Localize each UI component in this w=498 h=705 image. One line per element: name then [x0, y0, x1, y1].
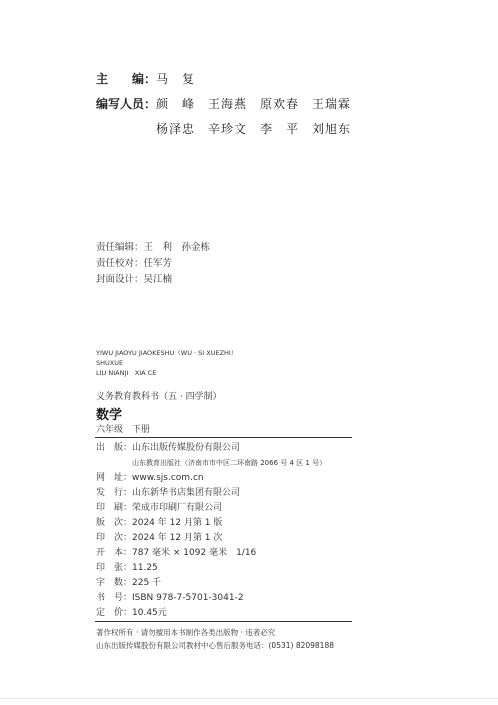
chief-editor-name: 马 复	[156, 72, 196, 86]
proofreader: 责任校对：任军芳	[96, 258, 173, 269]
writers-line-1: 颜 峰 王海燕 原欢春 王瑞霖	[156, 97, 352, 111]
divider-bottom	[95, 621, 352, 622]
info-row: 定 价： 10.45元	[96, 608, 167, 618]
info-row: 字 数： 225 千	[96, 578, 162, 588]
info-row: 印 刷： 荣成市印刷厂有限公司	[96, 503, 223, 513]
chief-editor-label: 主 编：	[96, 72, 157, 86]
pinyin-line: SHUXUE	[96, 359, 124, 367]
pinyin-title-block	[96, 348, 237, 378]
series-title: 义务教育教科书（五 · 四学制）	[96, 392, 222, 402]
subject-title: 数学	[96, 408, 123, 423]
info-row: 山东教育出版社（济南市市中区二环南路 2066 号 4 区 1 号）	[132, 459, 327, 467]
writers-row	[96, 95, 351, 112]
pinyin-line: YIWU JIAOYU JIAOKESHU（WU · SI XUEZHI）	[96, 349, 238, 357]
writers-label: 编写人员：	[96, 97, 157, 111]
info-row: 出 版： 山东出版传媒股份有限公司	[96, 443, 241, 453]
page-edge	[0, 698, 498, 699]
grade-volume: 六年级 下册	[96, 425, 151, 435]
copyright-notice	[96, 626, 334, 652]
info-row: 开 本： 787 毫米 × 1092 毫米 1/16	[96, 548, 257, 558]
chief-editor-row	[96, 70, 195, 87]
info-row: 印 张： 11.25	[96, 563, 158, 573]
info-row: 书 号： ISBN 978-7-5701-3041-2	[96, 593, 244, 603]
info-row: 印 次： 2024 年 12 月第 1 次	[96, 533, 223, 543]
website-link[interactable]: www.sjs.com.cn	[132, 473, 204, 483]
info-row: 版 次： 2024 年 12 月第 1 版	[96, 518, 223, 528]
publication-info	[96, 441, 354, 621]
info-row: 网 址： www.sjs.com.cn	[96, 471, 354, 486]
pinyin-line: LIU NIANJI XIA CE	[96, 369, 157, 377]
writers-row-2	[156, 120, 351, 137]
service-phone-line: 山东出版传媒股份有限公司教材中心售后服务电话：(0531) 82098188	[96, 641, 334, 650]
writers-line-2: 杨泽忠 辛珍文 李 平 刘旭东	[156, 122, 352, 136]
editors-block	[96, 240, 210, 288]
info-row: 发 行： 山东新华书店集团有限公司	[96, 488, 241, 498]
cover-designer: 封面设计：吴江楠	[96, 274, 173, 285]
divider-top	[95, 437, 352, 438]
copyright-line: 著作权所有 · 请勿擅用本书制作各类出版物 · 违者必究	[96, 628, 276, 637]
responsible-editor: 责任编辑：王 利 孙金栋	[96, 242, 211, 253]
